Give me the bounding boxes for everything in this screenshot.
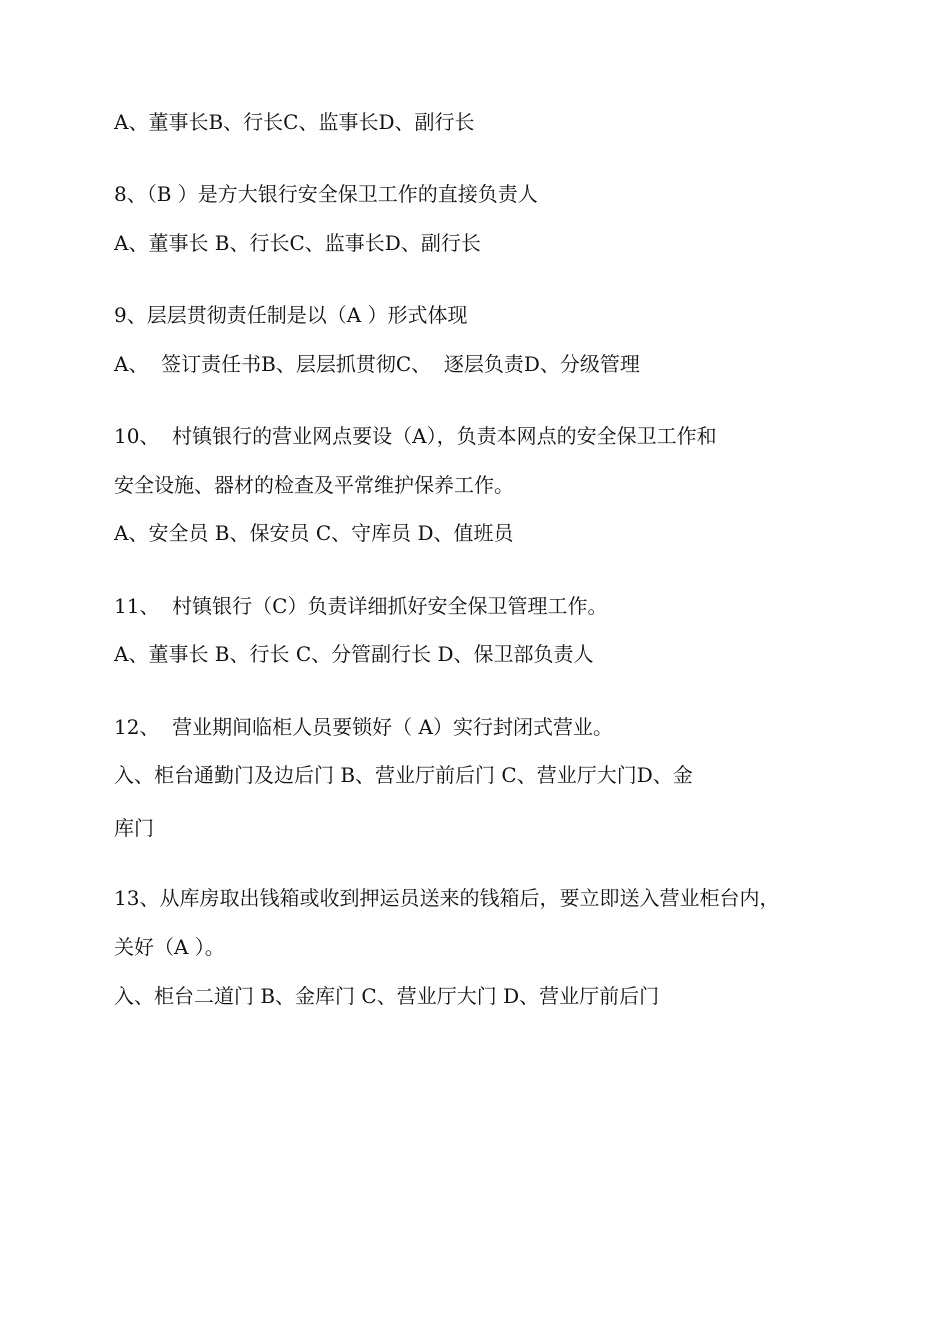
q13-question-line2: 关好（A ）。 (114, 935, 225, 959)
q9-question: 9、层层贯彻责任制是以（A ）形式体现 (114, 303, 468, 327)
q11-question: 11、 村镇银行（C）负责详细抓好安全保卫管理工作。 (114, 594, 608, 618)
q10-options: A、安全员 B、保安员 C、守库员 D、值班员 (114, 521, 514, 545)
q13-options: 入、柜台二道门 B、金库门 C、营业厅大门 D、营业厅前后门 (114, 984, 660, 1008)
q8-options: A、董事长 B、行长C、监事长D、副行长 (114, 231, 481, 255)
q11-options: A、董事长 B、行长 C、分管副行长 D、保卫部负责人 (114, 642, 594, 666)
q12-options-line1: 入、柜台通勤门及边后门 B、营业厅前后门 C、营业厅大门D、金 (114, 763, 693, 787)
q7-options: A、董事长B、行长C、监事长D、副行长 (114, 110, 475, 134)
q9-options: A、 签订责任书B、层层抓贯彻C、 逐层负责D、分级管理 (114, 352, 640, 376)
q10-question-line2: 安全设施、器材的检查及平常维护保养工作。 (114, 473, 514, 497)
q8-question: 8、（B ）是方大银行安全保卫工作的直接负责人 (114, 182, 538, 206)
q12-options-line2: 库门 (114, 816, 154, 840)
q13-question-line1: 13、从库房取出钱箱或收到押运员送来的钱箱后，要立即送入营业柜台内， (114, 886, 780, 910)
q10-question-line1: 10、 村镇银行的营业网点要设（A），负责本网点的安全保卫工作和 (114, 424, 717, 448)
q12-question: 12、 营业期间临柜人员要锁好（ A）实行封闭式营业。 (114, 715, 613, 739)
